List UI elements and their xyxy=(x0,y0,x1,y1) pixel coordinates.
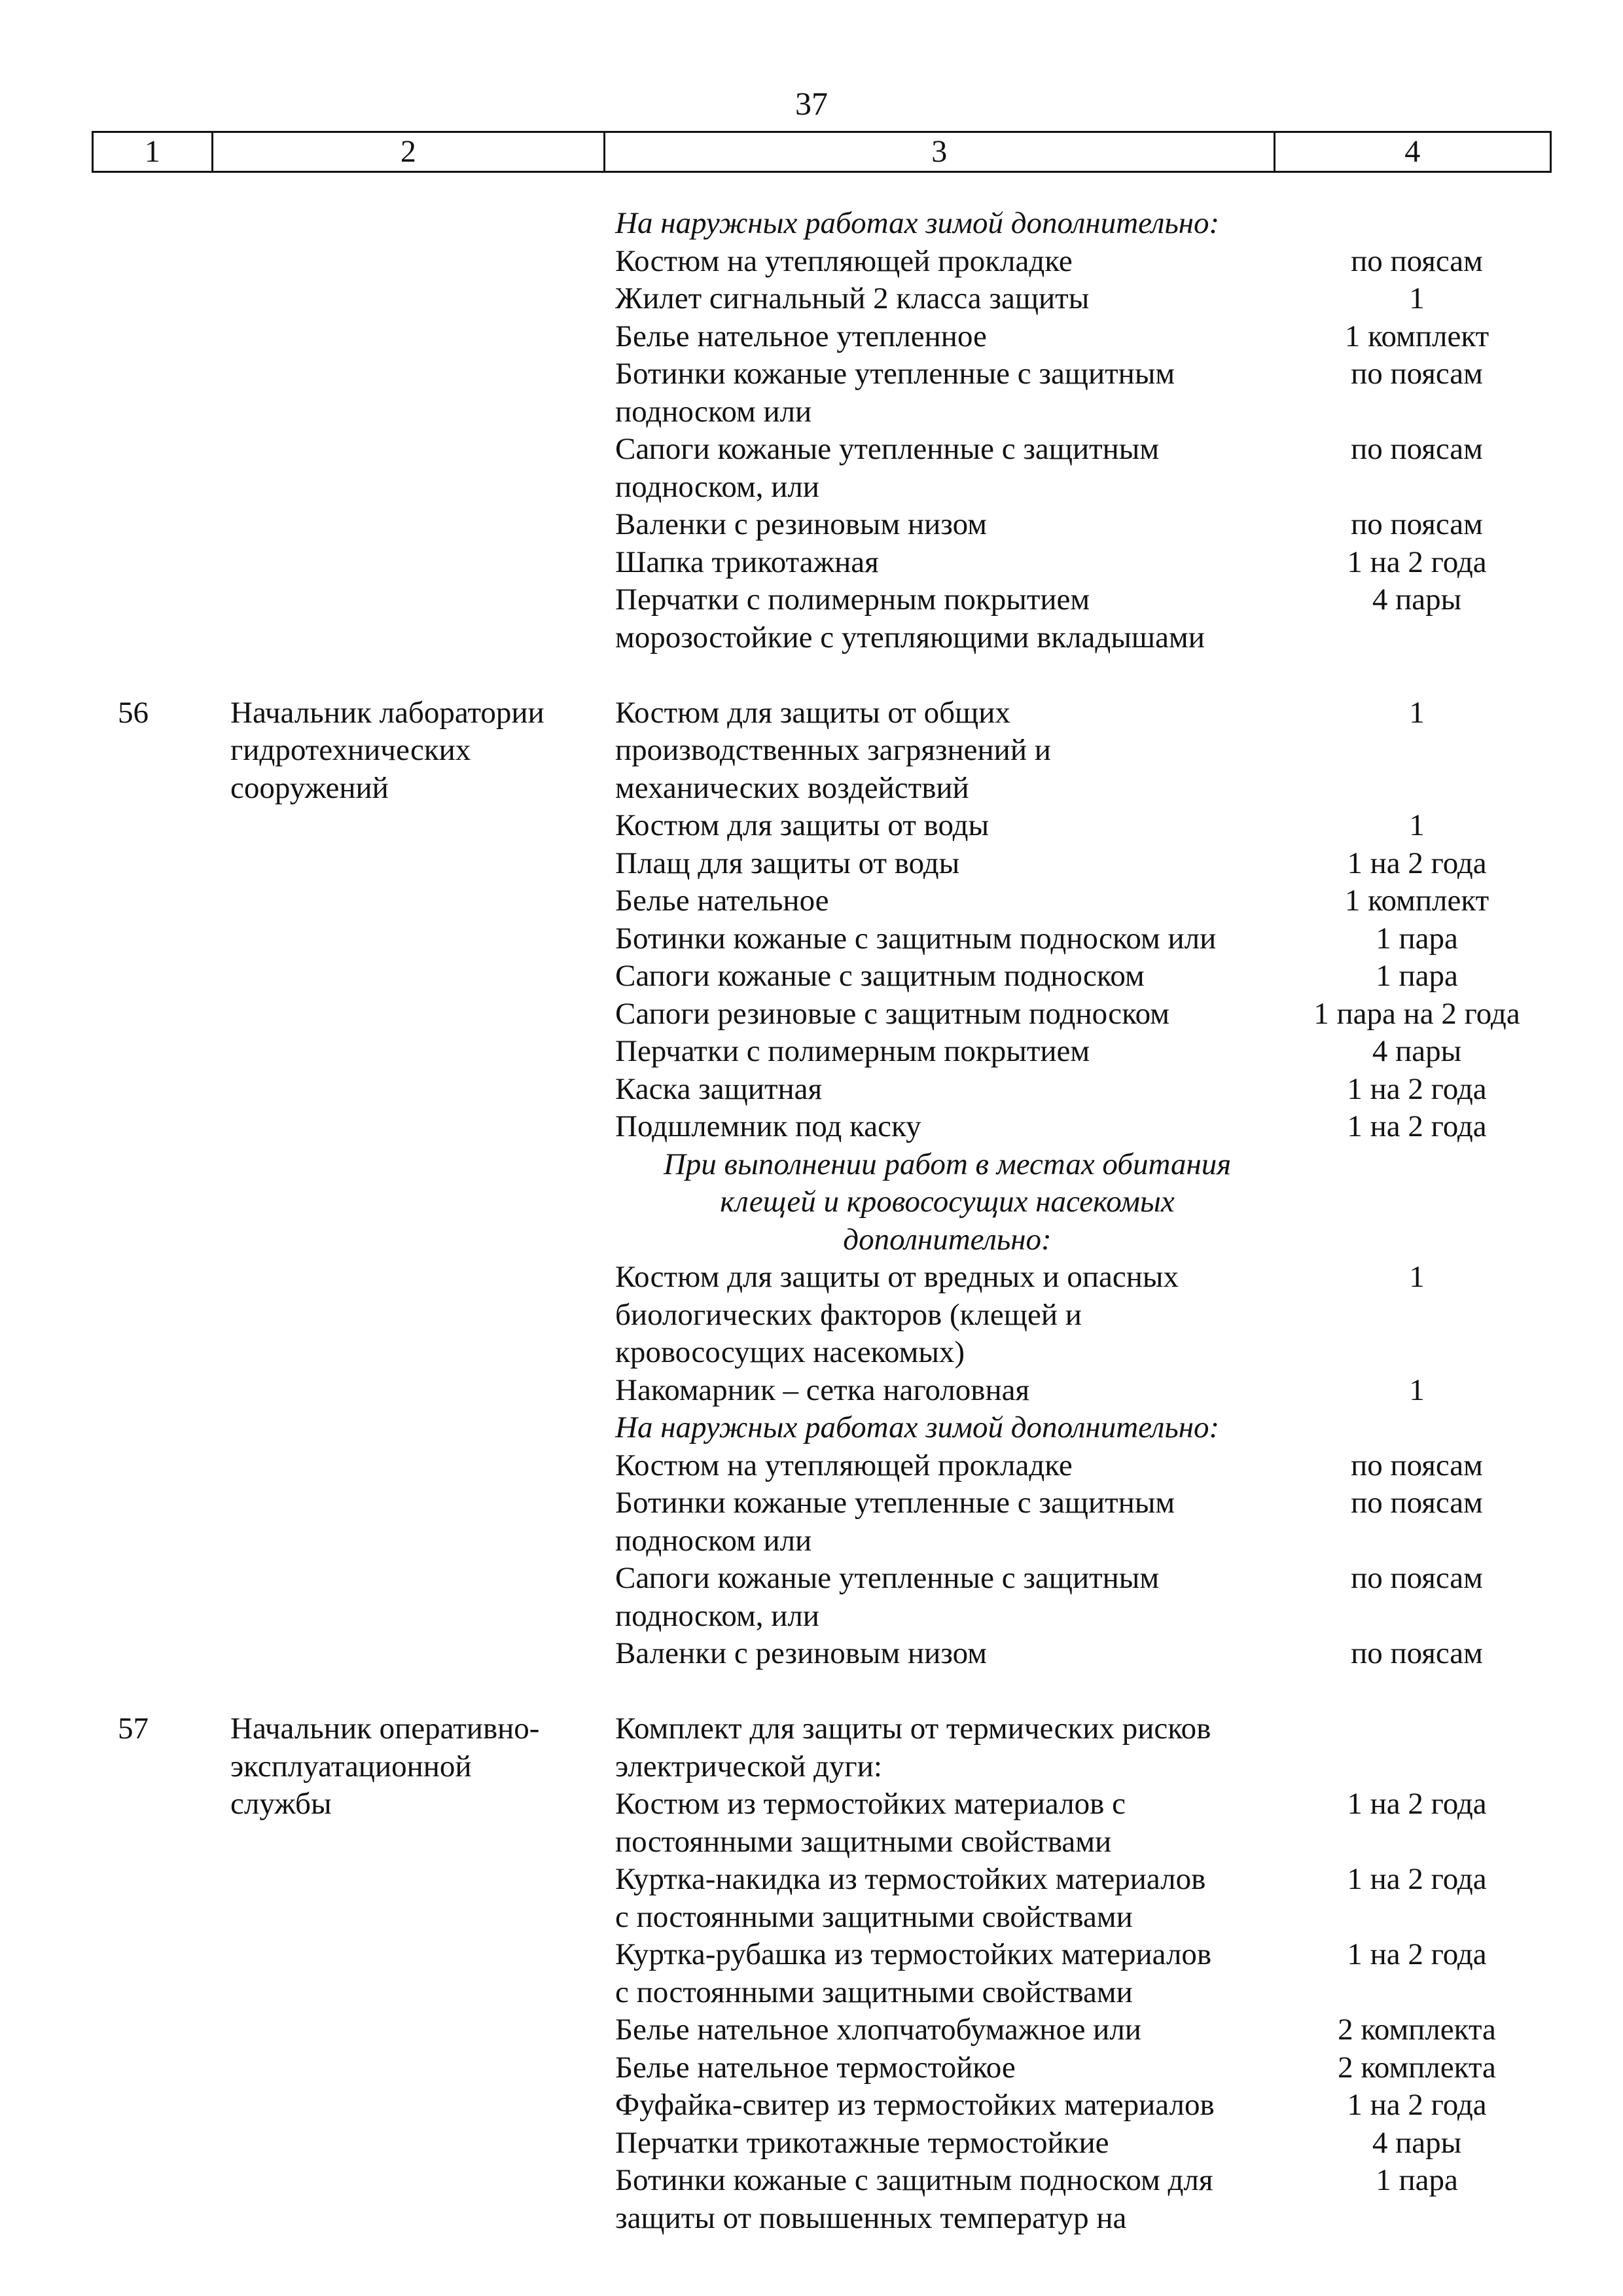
issue-norm: по поясам xyxy=(1351,1486,1483,1520)
item-name: дополнительно: xyxy=(843,1222,1052,1257)
item-row xyxy=(0,2162,1623,2200)
item-name: производственных загрязнений и xyxy=(615,733,1051,767)
item-name: электрической дуги: xyxy=(615,1749,882,1784)
item-name: На наружных работах зимой дополнительно: xyxy=(615,1410,1220,1444)
item-row xyxy=(0,506,1623,544)
header-col-3: 3 xyxy=(605,133,1275,171)
issue-norm: 1 на 2 года xyxy=(1347,545,1487,579)
position-title: Начальник оперативно- xyxy=(230,1712,540,1746)
item-name: Валенки с резиновым низом xyxy=(615,1636,987,1670)
issue-norm: 1 на 2 года xyxy=(1347,1787,1487,1821)
item-row xyxy=(0,544,1623,582)
item-name: Жилет сигнальный 2 класса защиты xyxy=(615,281,1090,315)
item-name: Костюм для защиты от общих xyxy=(615,695,1010,730)
item-row xyxy=(0,1033,1623,1071)
issue-norm: 1 xyxy=(1409,1260,1425,1294)
item-name: Накомарник – сетка наголовная xyxy=(615,1372,1030,1407)
issue-norm: 1 пара xyxy=(1376,2163,1458,2197)
item-name: Костюм для защиты от вредных и опасных xyxy=(615,1260,1179,1294)
item-name: Белье нательное термостойкое xyxy=(615,2050,1016,2085)
item-row xyxy=(0,355,1623,393)
section-note xyxy=(0,1409,1623,1447)
item-name: Костюм из термостойких материалов с xyxy=(615,1787,1126,1821)
item-row xyxy=(0,1447,1623,1485)
issue-norm: 1 на 2 года xyxy=(1347,846,1487,880)
issue-norm: 1 комплект xyxy=(1344,884,1489,918)
item-row xyxy=(0,1635,1623,1673)
table-header xyxy=(92,131,1552,173)
issue-norm: 1 пара на 2 года xyxy=(1313,996,1520,1031)
header-col-2: 2 xyxy=(213,133,605,171)
issue-norm: 2 комплекта xyxy=(1338,2013,1496,2047)
issue-norm: по поясам xyxy=(1351,1561,1483,1595)
item-row xyxy=(0,2087,1623,2125)
item-name: Сапоги кожаные утепленные с защитным xyxy=(615,1561,1160,1595)
item-name: кровососущих насекомых) xyxy=(615,1335,965,1369)
item-row xyxy=(0,1560,1623,1598)
page-number: 37 xyxy=(795,85,828,122)
item-name: клещей и кровососущих насекомых xyxy=(720,1185,1175,1219)
item-name: Ботинки кожаные с защитным подноском или xyxy=(615,921,1217,956)
issue-norm: по поясам xyxy=(1351,243,1483,278)
kit-heading-row xyxy=(0,1748,1623,1786)
entry-number: 56 xyxy=(118,695,149,730)
issue-norm: 4 пары xyxy=(1372,1034,1462,1068)
item-name: Куртка-накидка из термостойких материалов xyxy=(615,1862,1206,1896)
item-row xyxy=(0,1071,1623,1109)
item-name: Фуфайка-свитер из термостойких материалов xyxy=(615,2088,1215,2122)
item-row xyxy=(0,318,1623,356)
item-row xyxy=(0,619,1623,657)
item-row xyxy=(0,1297,1623,1335)
item-row xyxy=(0,1823,1623,1861)
item-row xyxy=(0,770,1623,808)
item-name: Валенки с резиновым низом xyxy=(615,507,987,541)
item-name: Куртка-рубашка из термостойких материалов xyxy=(615,1937,1212,1971)
entry-number: 57 xyxy=(118,1712,149,1746)
issue-norm: 1 на 2 года xyxy=(1347,1109,1487,1143)
item-row xyxy=(0,2049,1623,2087)
header-col-4: 4 xyxy=(1404,134,1421,169)
item-name: Ботинки кожаные утепленные с защитным xyxy=(615,1486,1175,1520)
item-row xyxy=(0,1861,1623,1899)
item-row xyxy=(0,243,1623,281)
section-note xyxy=(0,1146,1623,1184)
item-name: Костюм на утепляющей прокладке xyxy=(615,243,1073,278)
item-name: подноском, или xyxy=(615,469,819,504)
item-row xyxy=(0,996,1623,1033)
item-row xyxy=(0,882,1623,920)
item-row xyxy=(0,1484,1623,1522)
item-name: защиты от повышенных температур на xyxy=(615,2200,1127,2235)
issue-norm: 1 комплект xyxy=(1344,319,1489,353)
item-name: морозостойкие с утепляющими вкладышами xyxy=(615,620,1205,655)
issue-norm: по поясам xyxy=(1351,432,1483,466)
item-row xyxy=(0,581,1623,619)
item-row xyxy=(0,920,1623,958)
item-name: Белье нательное утепленное xyxy=(615,319,987,353)
item-row xyxy=(0,1522,1623,1560)
issue-norm: по поясам xyxy=(1351,507,1483,541)
item-row xyxy=(0,2200,1623,2238)
item-row xyxy=(0,1334,1623,1372)
item-row xyxy=(0,431,1623,469)
item-name: При выполнении работ в местах обитания xyxy=(663,1147,1232,1181)
item-name: Каска защитная xyxy=(615,1071,823,1106)
item-row xyxy=(0,845,1623,883)
item-name: Комплект для защиты от термических рисков xyxy=(615,1712,1211,1746)
item-row xyxy=(0,1785,1623,1823)
item-name: подноском или xyxy=(615,394,812,429)
item-name: Плащ для защиты от воды xyxy=(615,846,960,880)
item-row xyxy=(0,1936,1623,1974)
item-row xyxy=(0,1974,1623,2012)
issue-norm: 1 xyxy=(1409,281,1425,315)
item-name: Шапка трикотажная xyxy=(615,545,879,579)
item-name: Белье нательное xyxy=(615,884,829,918)
item-name: Ботинки кожаные утепленные с защитным xyxy=(615,357,1175,391)
item-row xyxy=(0,807,1623,845)
item-name: с постоянными защитными свойствами xyxy=(615,1899,1133,1934)
issue-norm: 1 xyxy=(1409,695,1425,730)
kit-heading-row xyxy=(0,1710,1623,1748)
item-row xyxy=(0,280,1623,318)
item-row xyxy=(0,958,1623,996)
item-name: На наружных работах зимой дополнительно: xyxy=(615,206,1220,240)
section-note xyxy=(0,205,1623,243)
section-note xyxy=(0,1183,1623,1221)
table-body xyxy=(0,205,1623,2237)
position-title: гидротехнических xyxy=(230,733,471,767)
row-spacer xyxy=(0,1673,1623,1711)
item-name: Подшлемник под каску xyxy=(615,1109,921,1143)
issue-norm: 1 на 2 года xyxy=(1347,2088,1487,2122)
item-name: механических воздействий xyxy=(615,770,969,805)
item-row xyxy=(0,1259,1623,1297)
item-row xyxy=(0,2011,1623,2049)
item-row xyxy=(0,694,1623,732)
item-name: Белье нательное хлопчатобумажное или xyxy=(615,2013,1141,2047)
position-title: Начальник лаборатории xyxy=(230,695,544,730)
item-name: с постоянными защитными свойствами xyxy=(615,1975,1133,2009)
issue-norm: по поясам xyxy=(1351,1636,1483,1670)
header-col-1: 1 xyxy=(94,133,213,171)
position-title: эксплуатационной xyxy=(230,1749,472,1784)
issue-norm: по поясам xyxy=(1351,357,1483,391)
item-row xyxy=(0,393,1623,431)
item-row xyxy=(0,732,1623,770)
issue-norm: 4 пары xyxy=(1372,583,1462,617)
position-title: службы xyxy=(230,1787,332,1821)
issue-norm: 1 пара xyxy=(1376,921,1458,956)
item-row xyxy=(0,1372,1623,1410)
item-name: Костюм для защиты от воды xyxy=(615,808,990,842)
item-name: подноском, или xyxy=(615,1598,819,1633)
issue-norm: 1 xyxy=(1409,1372,1425,1407)
item-name: Перчатки с полимерным покрытием xyxy=(615,583,1090,617)
item-name: подноском или xyxy=(615,1523,812,1558)
item-row xyxy=(0,1899,1623,1937)
issue-norm: по поясам xyxy=(1351,1448,1483,1482)
item-name: Костюм на утепляющей прокладке xyxy=(615,1448,1073,1482)
issue-norm: 1 пара xyxy=(1376,959,1458,993)
item-name: Ботинки кожаные с защитным подноском для xyxy=(615,2163,1213,2197)
position-title: сооружений xyxy=(230,770,389,805)
section-note xyxy=(0,1221,1623,1259)
issue-norm: 2 комплекта xyxy=(1338,2050,1496,2085)
row-spacer xyxy=(0,656,1623,694)
item-name: Сапоги резиновые с защитным подноском xyxy=(615,996,1169,1031)
issue-norm: 4 пары xyxy=(1372,2125,1462,2160)
item-row xyxy=(0,1598,1623,1636)
item-name: Сапоги кожаные с защитным подноском xyxy=(615,959,1145,993)
issue-norm: 1 на 2 года xyxy=(1347,1862,1487,1896)
item-name: Перчатки с полимерным покрытием xyxy=(615,1034,1090,1068)
issue-norm: 1 на 2 года xyxy=(1347,1071,1487,1106)
item-row xyxy=(0,1108,1623,1146)
item-name: биологических факторов (клещей и xyxy=(615,1297,1082,1332)
issue-norm: 1 на 2 года xyxy=(1347,1937,1487,1971)
item-name: Сапоги кожаные утепленные с защитным xyxy=(615,432,1160,466)
item-row xyxy=(0,2125,1623,2162)
item-name: Перчатки трикотажные термостойкие xyxy=(615,2125,1109,2160)
issue-norm: 1 xyxy=(1409,808,1425,842)
item-row xyxy=(0,469,1623,507)
item-name: постоянными защитными свойствами xyxy=(615,1824,1112,1859)
